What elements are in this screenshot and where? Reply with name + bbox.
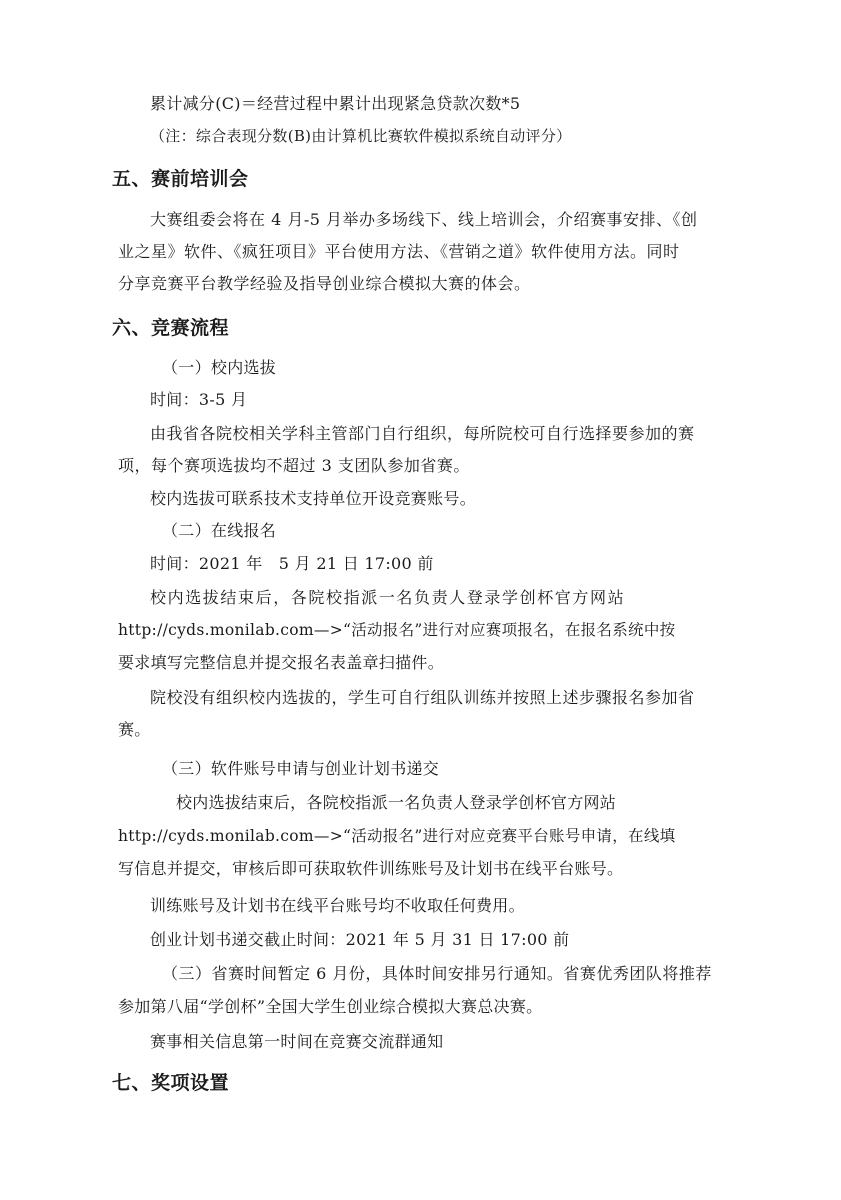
scoring-note: （注：综合表现分数(B)由计算机比赛软件模拟系统自动评分） (150, 127, 572, 145)
sub-2-para-line: 院校没有组织校内选拔的，学生可自行组队训练并按照上述步骤报名参加省 (150, 688, 695, 707)
sub-1-account-note: 校内选拔可联系技术支持单位开设竞赛账号。 (150, 489, 477, 508)
sub-3-para-line: 写信息并提交，审核后即可获取软件训练账号及计划书在线平台账号。 (118, 859, 624, 878)
sub-1-para-line: 项，每个赛项选拔均不超过 3 支团队参加省赛。 (118, 456, 470, 475)
provincial-schedule-line: 参加第八届“学创杯”全国大学生创业综合模拟大赛总决赛。 (118, 997, 543, 1016)
sub-2-para-line: http://cyds.monilab.com—>“活动报名”进行对应赛项报名，在报名系统中按 (118, 621, 676, 639)
sub-2-time: 时间：2021 年 5 月 21 日 17:00 前 (150, 554, 434, 573)
section-6-heading: 六、竞赛流程 (112, 317, 230, 339)
sub-1-title: （一）校内选拔 (162, 358, 277, 377)
sub-1-time: 时间：3-5 月 (150, 390, 248, 409)
section-5-heading: 五、赛前培训会 (112, 168, 249, 190)
sub-3-title: （三）软件账号申请与创业计划书递交 (162, 759, 440, 778)
deduction-formula: 累计减分(C)＝经营过程中累计出现紧急贷款次数*5 (150, 94, 521, 113)
provincial-schedule-line: （三）省赛时间暂定 6 月份，具体时间安排另行通知。省赛优秀团队将推荐 (162, 964, 712, 983)
sub-2-para-line: 校内选拔结束后，各院校指派一名负责人登录学创杯官方网站 (150, 588, 626, 607)
info-notice: 赛事相关信息第一时间在竞赛交流群通知 (150, 1032, 444, 1051)
section-5-para-line: 业之星》软件、《疯狂项目》平台使用方法、《营销之道》软件使用方法。同时 (118, 242, 680, 261)
sub-3-para-line: http://cyds.monilab.com—>“活动报名”进行对应竞赛平台账号申请，在线填 (118, 827, 676, 845)
sub-3-para-line: 校内选拔结束后，各院校指派一名负责人登录学创杯官方网站 (176, 793, 617, 812)
sub-2-para-line: 赛。 (118, 720, 151, 739)
sub-2-title: （二）在线报名 (162, 521, 277, 540)
sub-2-para-line: 要求填写完整信息并提交报名表盖章扫描件。 (118, 653, 445, 672)
section-5-para-line: 分享竞赛平台教学经验及指导创业综合模拟大赛的体会。 (118, 274, 531, 293)
sub-1-para-line: 由我省各院校相关学科主管部门自行组织，每所院校可自行选择要参加的赛 (150, 424, 695, 443)
section-5-para-line: 大赛组委会将在 4 月-5 月举办多场线下、线上培训会，介绍赛事安排、《创 (150, 210, 698, 229)
sub-3-fee-note: 训练账号及计划书在线平台账号均不收取任何费用。 (150, 896, 525, 915)
section-7-heading: 七、奖项设置 (112, 1072, 230, 1094)
sub-3-deadline: 创业计划书递交截止时间：2021 年 5 月 31 日 17:00 前 (150, 930, 570, 949)
